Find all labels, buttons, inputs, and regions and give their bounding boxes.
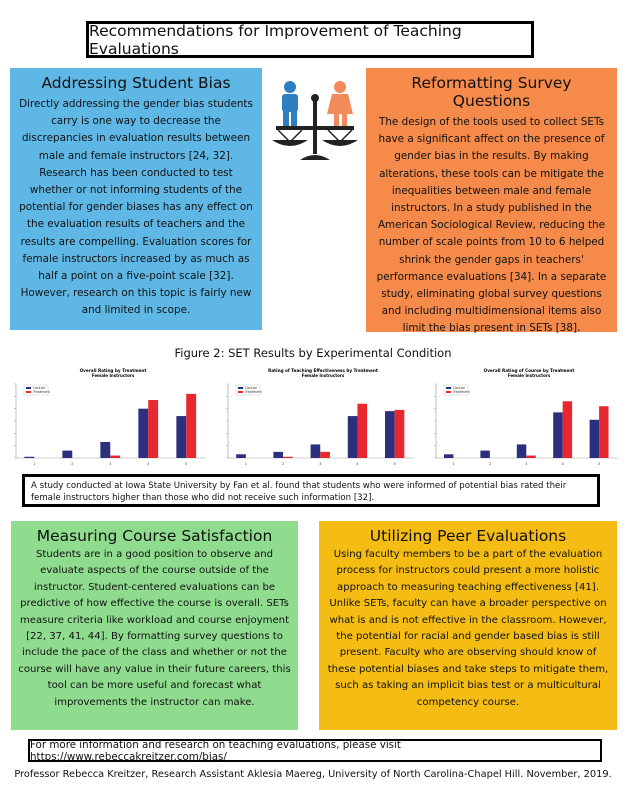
x-tick-label: 2 <box>488 462 492 466</box>
bar-treatment-4 <box>563 401 572 458</box>
panel-reformatting-survey-questions <box>366 68 617 335</box>
legend-label: Control <box>245 386 257 390</box>
panel-body: Directly addressing the gender bias students carry is one way to decrease the discrepancies in evaluation results between male and female instructors [24, 32]. Research has been conducted to test whether or not informing students of the potential for gender biases has any effect on the evaluation results of teachers and the results are compelling. Evaluation scores for female instructors increased by as much as half a point on a five-point scale [32]. However, research on this topic is fairly new and limited in scope. <box>19 98 253 317</box>
panel-body: Students are in a good position to observe and evaluate aspects of the course outside of the instructor. Student-centered evaluations can be predictive of how effective the course is overall. SETs measure criteria like workload and course enjoyment [22, 37, 41, 44]. By formatting survey questions to include the pace of the class and whether or not the course will have any value in their future careers, this tool can be more useful and forecast what improvements the instructor can make. <box>18 549 291 708</box>
legend-label: Treatment <box>33 390 50 394</box>
bar-treatment-5 <box>395 410 405 458</box>
panel-body: The design of the tools used to collect SETs have a significant affect on the presence of gender bias in the results. By making alterations, these tools can be mitigate the inequalities between male and female instructors. In a study published in the American Sociological Review, reducing the number of scale points from 10 to 6 helped shrink the gender gaps in teachers' performance evaluations [34]. In a separate study, eliminating global survey questions and including multidimensional items also limit the bias present in SETs [38]. <box>376 116 607 335</box>
x-tick-label: 1 <box>452 462 455 466</box>
legend-swatch <box>238 391 243 393</box>
legend-swatch <box>238 387 243 389</box>
bar-control-4 <box>348 416 358 458</box>
x-tick-label: 5 <box>597 462 601 466</box>
bar-treatment-3 <box>320 452 330 458</box>
bar-control-2 <box>62 451 72 458</box>
chart-teaching-effectiveness <box>214 366 420 470</box>
legend-label: Control <box>33 386 45 390</box>
bar-control-1 <box>236 454 246 458</box>
bar-control-5 <box>385 411 395 458</box>
info-box <box>28 739 602 762</box>
bar-treatment-3 <box>110 456 120 458</box>
panel-heading: Addressing Student Bias <box>41 74 231 92</box>
x-tick-label: 4 <box>561 462 564 466</box>
legend-swatch <box>26 387 31 389</box>
gender-balance-scale-icon <box>268 80 362 162</box>
x-tick-label: 4 <box>356 462 359 466</box>
x-tick-label: 2 <box>71 462 74 466</box>
chart-title: Rating of Teaching Effectiveness by Treatment <box>268 368 378 373</box>
chart-title: Overall Rating by Treatment <box>79 368 147 373</box>
x-tick-label: 3 <box>109 462 112 466</box>
bar-treatment-5 <box>599 406 608 458</box>
title-box <box>86 21 534 58</box>
legend-swatch <box>446 387 451 389</box>
bar-control-4 <box>553 412 562 458</box>
x-tick-label: 1 <box>33 462 36 466</box>
bar-control-2 <box>273 452 283 458</box>
bar-control-2 <box>480 451 489 458</box>
chart-course-rating <box>422 366 624 470</box>
bar-control-5 <box>176 416 186 458</box>
chart-title: Overall Rating of Course by Treatment <box>483 368 575 373</box>
bar-treatment-2 <box>283 457 293 458</box>
legend-swatch <box>26 391 31 393</box>
chart-subtitle: Female Instructors <box>91 373 135 378</box>
panel-addressing-student-bias <box>10 68 262 330</box>
panel-heading: Utilizing Peer Evaluations <box>369 527 567 545</box>
panel-body: Using faculty members to be a part of the evaluation process for instructors could present a more holistic approach to measuring teaching effectiveness [41]. Unlike SETs, faculty can have a broader perspective on what is and is not effective in the classroom. However, the potential for racial and gender based bias is still present. Faculty who are observing should know of these potential biases and take steps to mitigate them, such as taking an implicit bias test or a multicultural competency course. <box>327 549 609 708</box>
panel-measuring-course-satisfaction <box>11 521 298 730</box>
chart-subtitle: Female Instructors <box>301 373 345 378</box>
info-link-text[interactable]: For more information and research on teaching evaluations, please visit https://www.rebeccakreitzer.com/bias/ <box>30 738 401 763</box>
x-tick-label: 4 <box>147 462 150 466</box>
panel-utilizing-peer-evaluations <box>319 521 617 730</box>
chart-subtitle: Female Instructors <box>507 373 551 378</box>
bar-control-3 <box>311 444 321 458</box>
page-title: Recommendations for Improvement of Teaching Evaluations <box>89 21 462 58</box>
bar-treatment-5 <box>186 394 196 458</box>
legend-label: Treatment <box>453 390 470 394</box>
panel-heading: Reformatting Survey Questions <box>411 74 572 110</box>
x-tick-label: 5 <box>393 462 396 466</box>
figure-caption: A study conducted at Iowa State University by Fan et al. found that students who were informed of potential bias rated their female instructors higher than those who did not receive such information [32]. <box>22 474 600 507</box>
bar-control-1 <box>24 457 34 458</box>
x-tick-label: 3 <box>319 462 322 466</box>
x-tick-label: 3 <box>525 462 528 466</box>
bar-control-5 <box>590 420 599 458</box>
chart-overall-rating <box>2 366 212 470</box>
x-tick-label: 5 <box>185 462 188 466</box>
figure-title: Figure 2: SET Results by Experimental Condition <box>174 346 452 360</box>
legend-label: Treatment <box>245 390 262 394</box>
x-tick-label: 2 <box>281 462 285 466</box>
legend-label: Control <box>453 386 465 390</box>
bar-control-3 <box>100 442 110 458</box>
bar-treatment-3 <box>526 456 535 458</box>
legend-swatch <box>446 391 451 393</box>
bar-control-4 <box>138 409 148 458</box>
bar-treatment-4 <box>357 404 367 458</box>
panel-heading: Measuring Course Satisfaction <box>36 527 273 545</box>
x-tick-label: 1 <box>244 462 248 466</box>
footer-credits: Professor Rebecca Kreitzer, Research Assistant Aklesia Maereg, University of North Carolina-Chapel Hill. November, 2019. <box>14 769 612 780</box>
bar-control-1 <box>444 454 453 458</box>
bar-treatment-4 <box>148 400 158 458</box>
bar-control-3 <box>517 444 526 458</box>
